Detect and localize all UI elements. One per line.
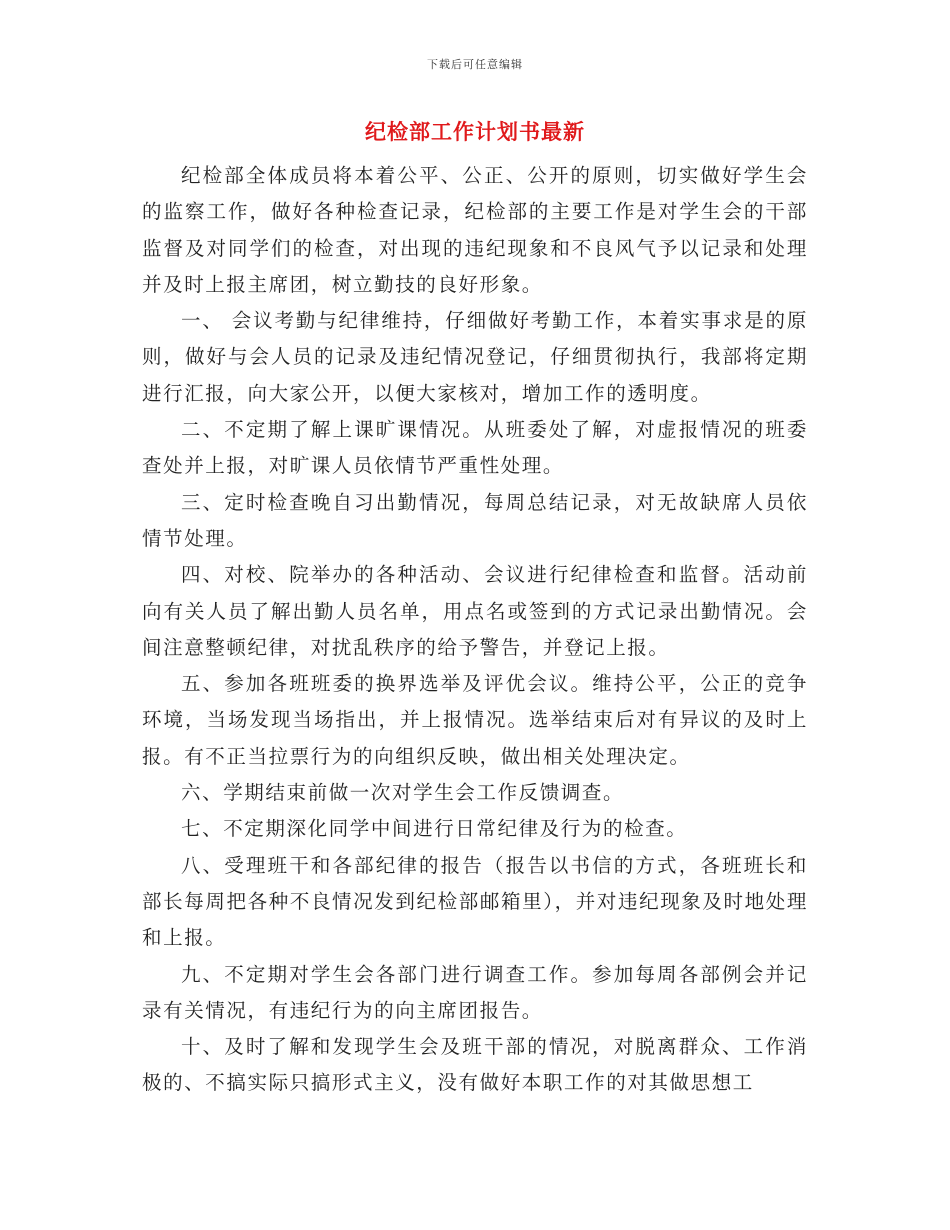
paragraph-item-6: 六、学期结束前做一次对学生会工作反馈调查。: [181, 781, 625, 805]
paragraph-item-10: 十、及时了解和发现学生会及班干部的情况，对脱离群众、工作消极的、不搞实际只搞形式主义，没有做好本职工作的对其做思想工: [142, 1035, 808, 1095]
paragraph-intro: 纪检部全体成员将本着公平、公正、公开的原则，切实做好学生会的监察工作，做好各种检查记录，纪检部的主要工作是对学生会的干部监督及对同学们的检查，对出现的违纪现象和不良风气予以记录和处理并及时上报主席团，树立勤技的良好形象。: [142, 164, 808, 296]
paragraph-item-5: 五、参加各班班委的换界选举及评优会议。维持公平，公正的竞争环境，当场发现当场指出，并上报情况。选举结束后对有异议的及时上报。有不正当拉票行为的向组织反映，做出相关处理决定。: [142, 672, 808, 768]
paragraph-item-1: 一、 会议考勤与纪律维持，仔细做好考勤工作，本着实事求是的原则，做好与会人员的记录及违纪情况登记，仔细贯彻执行，我部将定期进行汇报，向大家公开，以便大家核对，增加工作的透明度。: [142, 309, 808, 405]
paragraph-item-7: 七、不定期深化同学中间进行日常纪律及行为的检查。: [181, 817, 688, 841]
paragraph-item-2: 二、不定期了解上课旷课情况。从班委处了解，对虚报情况的班委查处并上报，对旷课人员依情节严重性处理。: [142, 418, 808, 478]
paragraph-item-9: 九、不定期对学生会各部门进行调查工作。参加每周各部例会并记录有关情况，有违纪行为的向主席团报告。: [142, 962, 808, 1022]
paragraph-item-8: 八、受理班干和各部纪律的报告（报告以书信的方式，各班班长和部长每周把各种不良情况发到纪检部邮箱里），并对违纪现象及时地处理和上报。: [142, 853, 808, 950]
document-body: [142, 158, 808, 1102]
document-title: 纪检部工作计划书最新: [365, 119, 585, 144]
paragraph-item-4: 四、对校、院举办的各种活动、会议进行纪律检查和监督。活动前向有关人员了解出勤人员名单，用点名或签到的方式记录出勤情况。会间注意整顿纪律，对扰乱秩序的给予警告，并登记上报。: [142, 563, 808, 659]
paragraph-item-3: 三、定时检查晚自习出勤情况，每周总结记录，对无故缺席人员依情节处理。: [142, 490, 808, 550]
header-note: 下载后可任意编辑: [427, 58, 523, 71]
